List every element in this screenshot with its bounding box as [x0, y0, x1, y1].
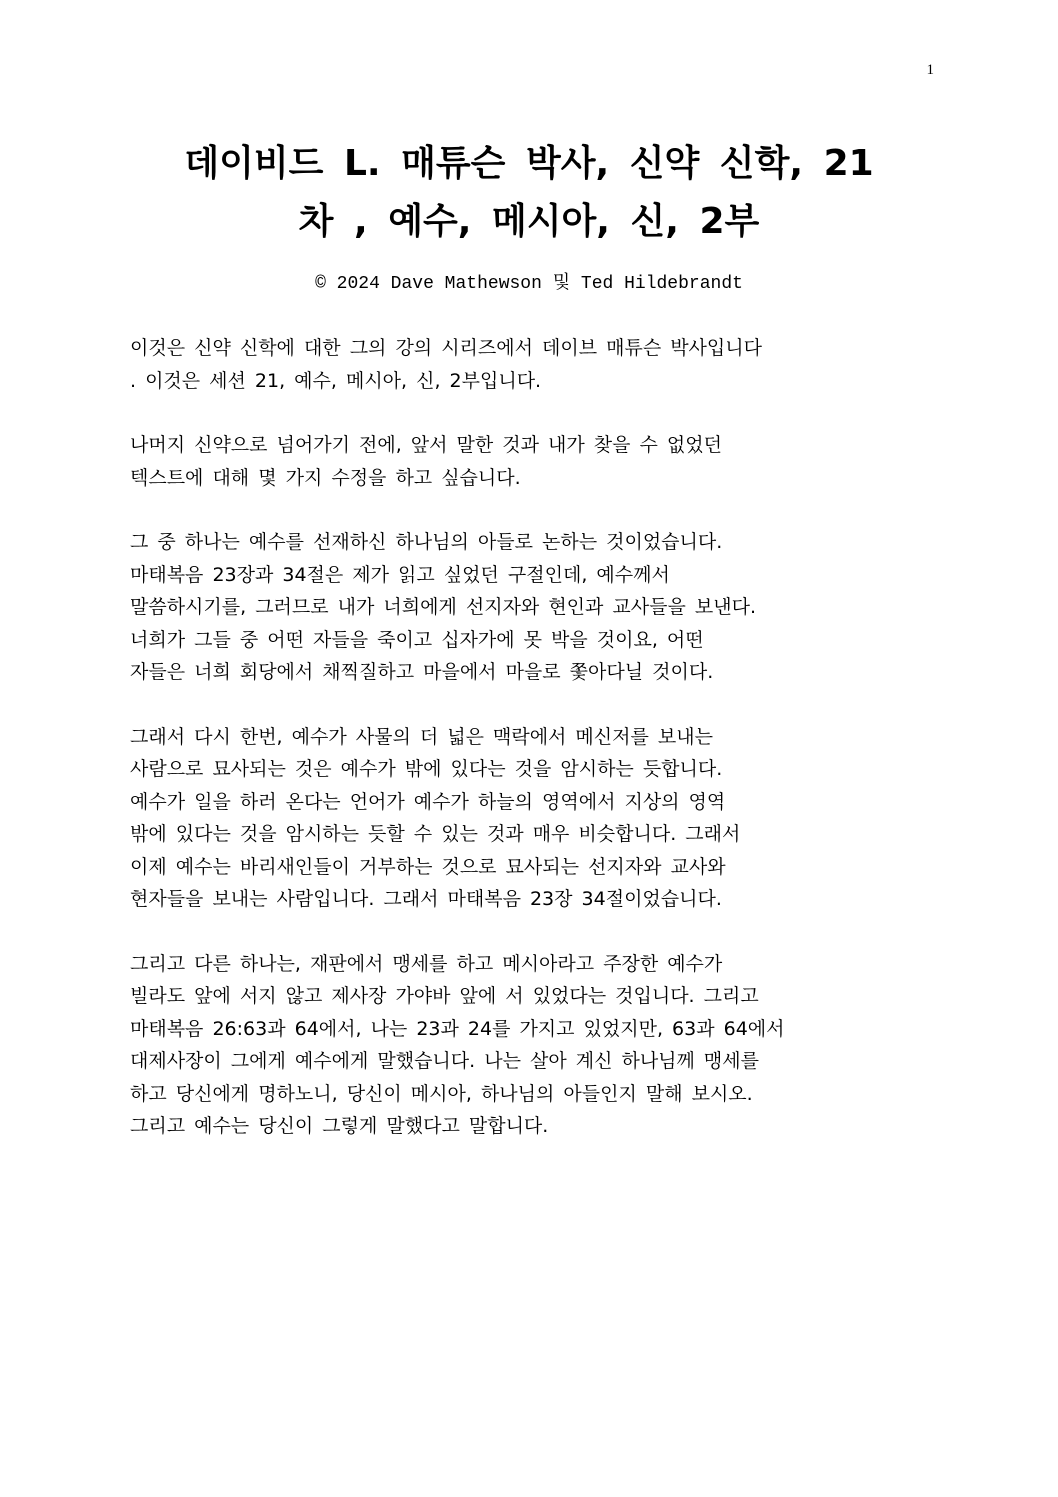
- text-line: 텍스트에 대해 몇 가지 수정을 하고 싶습니다.: [130, 466, 521, 489]
- text-line: 예수가 일을 하러 온다는 언어가 예수가 하늘의 영역에서 지상의 영역: [130, 790, 726, 813]
- text-line: 사람으로 묘사되는 것은 예수가 밖에 있다는 것을 암시하는 듯합니다.: [130, 758, 723, 780]
- text-line: 빌라도 앞에 서지 않고 제사장 가야바 앞에 서 있었다는 것입니다. 그리고: [130, 985, 759, 1007]
- text-line: 그리고 예수는 당신이 그렇게 말했다고 말합니다.: [130, 1115, 549, 1137]
- paragraph-corrections: [130, 429, 930, 494]
- paragraph-trial: [130, 948, 930, 1143]
- paragraph-messenger: [130, 721, 930, 916]
- text-line: 그 중 하나는 예수를 선재하신 하나님의 아들로 논하는 것이었습니다.: [130, 531, 723, 553]
- document-title: [100, 135, 958, 251]
- text-line: 하고 당신에게 명하노니, 당신이 메시아, 하나님의 아들인지 말해 보시오.: [130, 1082, 753, 1105]
- text-line: . 이것은 세션 21, 예수, 메시아, 신, 2부입니다.: [130, 369, 542, 392]
- paragraph-intro: [130, 332, 930, 397]
- text-line: 말씀하시기를, 그러므로 내가 너희에게 선지자와 현인과 교사들을 보낸다.: [130, 596, 756, 618]
- text-line: 밖에 있다는 것을 암시하는 듯할 수 있는 것과 매우 비슷합니다. 그래서: [130, 823, 741, 845]
- text-line: 그래서 다시 한번, 예수가 사물의 더 넓은 맥락에서 메신저를 보내는: [130, 725, 713, 748]
- text-line: 이제 예수는 바리새인들이 거부하는 것으로 묘사되는 선지자와 교사와: [130, 855, 726, 878]
- title-line: 데이비드 L. 매튜슨 박사, 신약 신학, 21: [184, 143, 874, 184]
- copyright-notice: © 2024 Dave Mathewson 및 Ted Hildebrandt: [315, 274, 743, 294]
- document-body: [130, 332, 930, 1175]
- text-line: 너희가 그들 중 어떤 자들을 죽이고 십자가에 못 박을 것이요, 어떤: [130, 628, 704, 651]
- text-line: 자들은 너희 회당에서 채찍질하고 마을에서 마을로 쫓아다닐 것이다.: [130, 661, 714, 683]
- page-number: 1: [926, 62, 934, 78]
- paragraph-preexistence: [130, 526, 930, 689]
- text-line: 그리고 다른 하나는, 재판에서 맹세를 하고 메시아라고 주장한 예수가: [130, 952, 723, 975]
- text-line: 마태복음 26:63과 64에서, 나는 23과 24를 가지고 있었지만, 63과 64에서: [130, 1017, 785, 1040]
- text-line: 현자들을 보내는 사람입니다. 그래서 마태복음 23장 34절이었습니다.: [130, 888, 722, 910]
- text-line: 나머지 신약으로 넘어가기 전에, 앞서 말한 것과 내가 찾을 수 없었던: [130, 434, 722, 456]
- title-line: 차 , 예수, 메시아, 신, 2부: [298, 201, 760, 242]
- text-line: 마태복음 23장과 34절은 제가 읽고 싶었던 구절인데, 예수께서: [130, 563, 670, 586]
- text-line: 대제사장이 그에게 예수에게 말했습니다. 나는 살아 계신 하나님께 맹세를: [130, 1050, 759, 1072]
- text-line: 이것은 신약 신학에 대한 그의 강의 시리즈에서 데이브 매튜슨 박사입니다: [130, 337, 762, 359]
